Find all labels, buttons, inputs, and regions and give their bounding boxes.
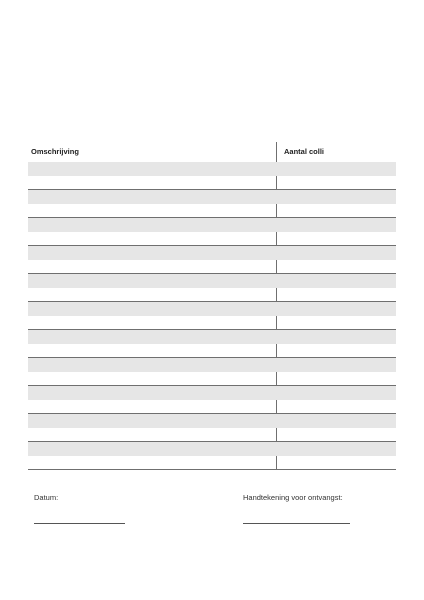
- signature-line: [243, 523, 350, 524]
- table-row: [28, 260, 396, 274]
- table-row: [28, 218, 396, 232]
- table-row: [28, 176, 396, 190]
- table-header: [28, 142, 396, 162]
- table-row: [28, 162, 396, 176]
- table-row: [28, 372, 396, 386]
- table-row: [28, 288, 396, 302]
- table-row: [28, 204, 396, 218]
- table-body: [28, 162, 396, 470]
- table-row: [28, 344, 396, 358]
- table-row: [28, 190, 396, 204]
- table-row: [28, 274, 396, 288]
- table-row: [28, 232, 396, 246]
- column-header-aantal-colli: Aantal colli: [284, 147, 325, 156]
- date-label: Datum:: [34, 493, 59, 502]
- table-row: [28, 386, 396, 400]
- signature-label: Handtekening voor ontvangst:: [243, 493, 343, 502]
- table-row: [28, 302, 396, 316]
- table-row: [28, 428, 396, 442]
- table-row: [28, 442, 396, 456]
- column-header-omschrijving: Omschrijving: [31, 147, 79, 156]
- table-row: [28, 246, 396, 260]
- table-row: [28, 330, 396, 344]
- table-row: [28, 358, 396, 372]
- date-line: [34, 523, 125, 524]
- table-row: [28, 400, 396, 414]
- table-row: [28, 414, 396, 428]
- table-row: [28, 456, 396, 470]
- table-row: [28, 316, 396, 330]
- items-table: [28, 142, 396, 470]
